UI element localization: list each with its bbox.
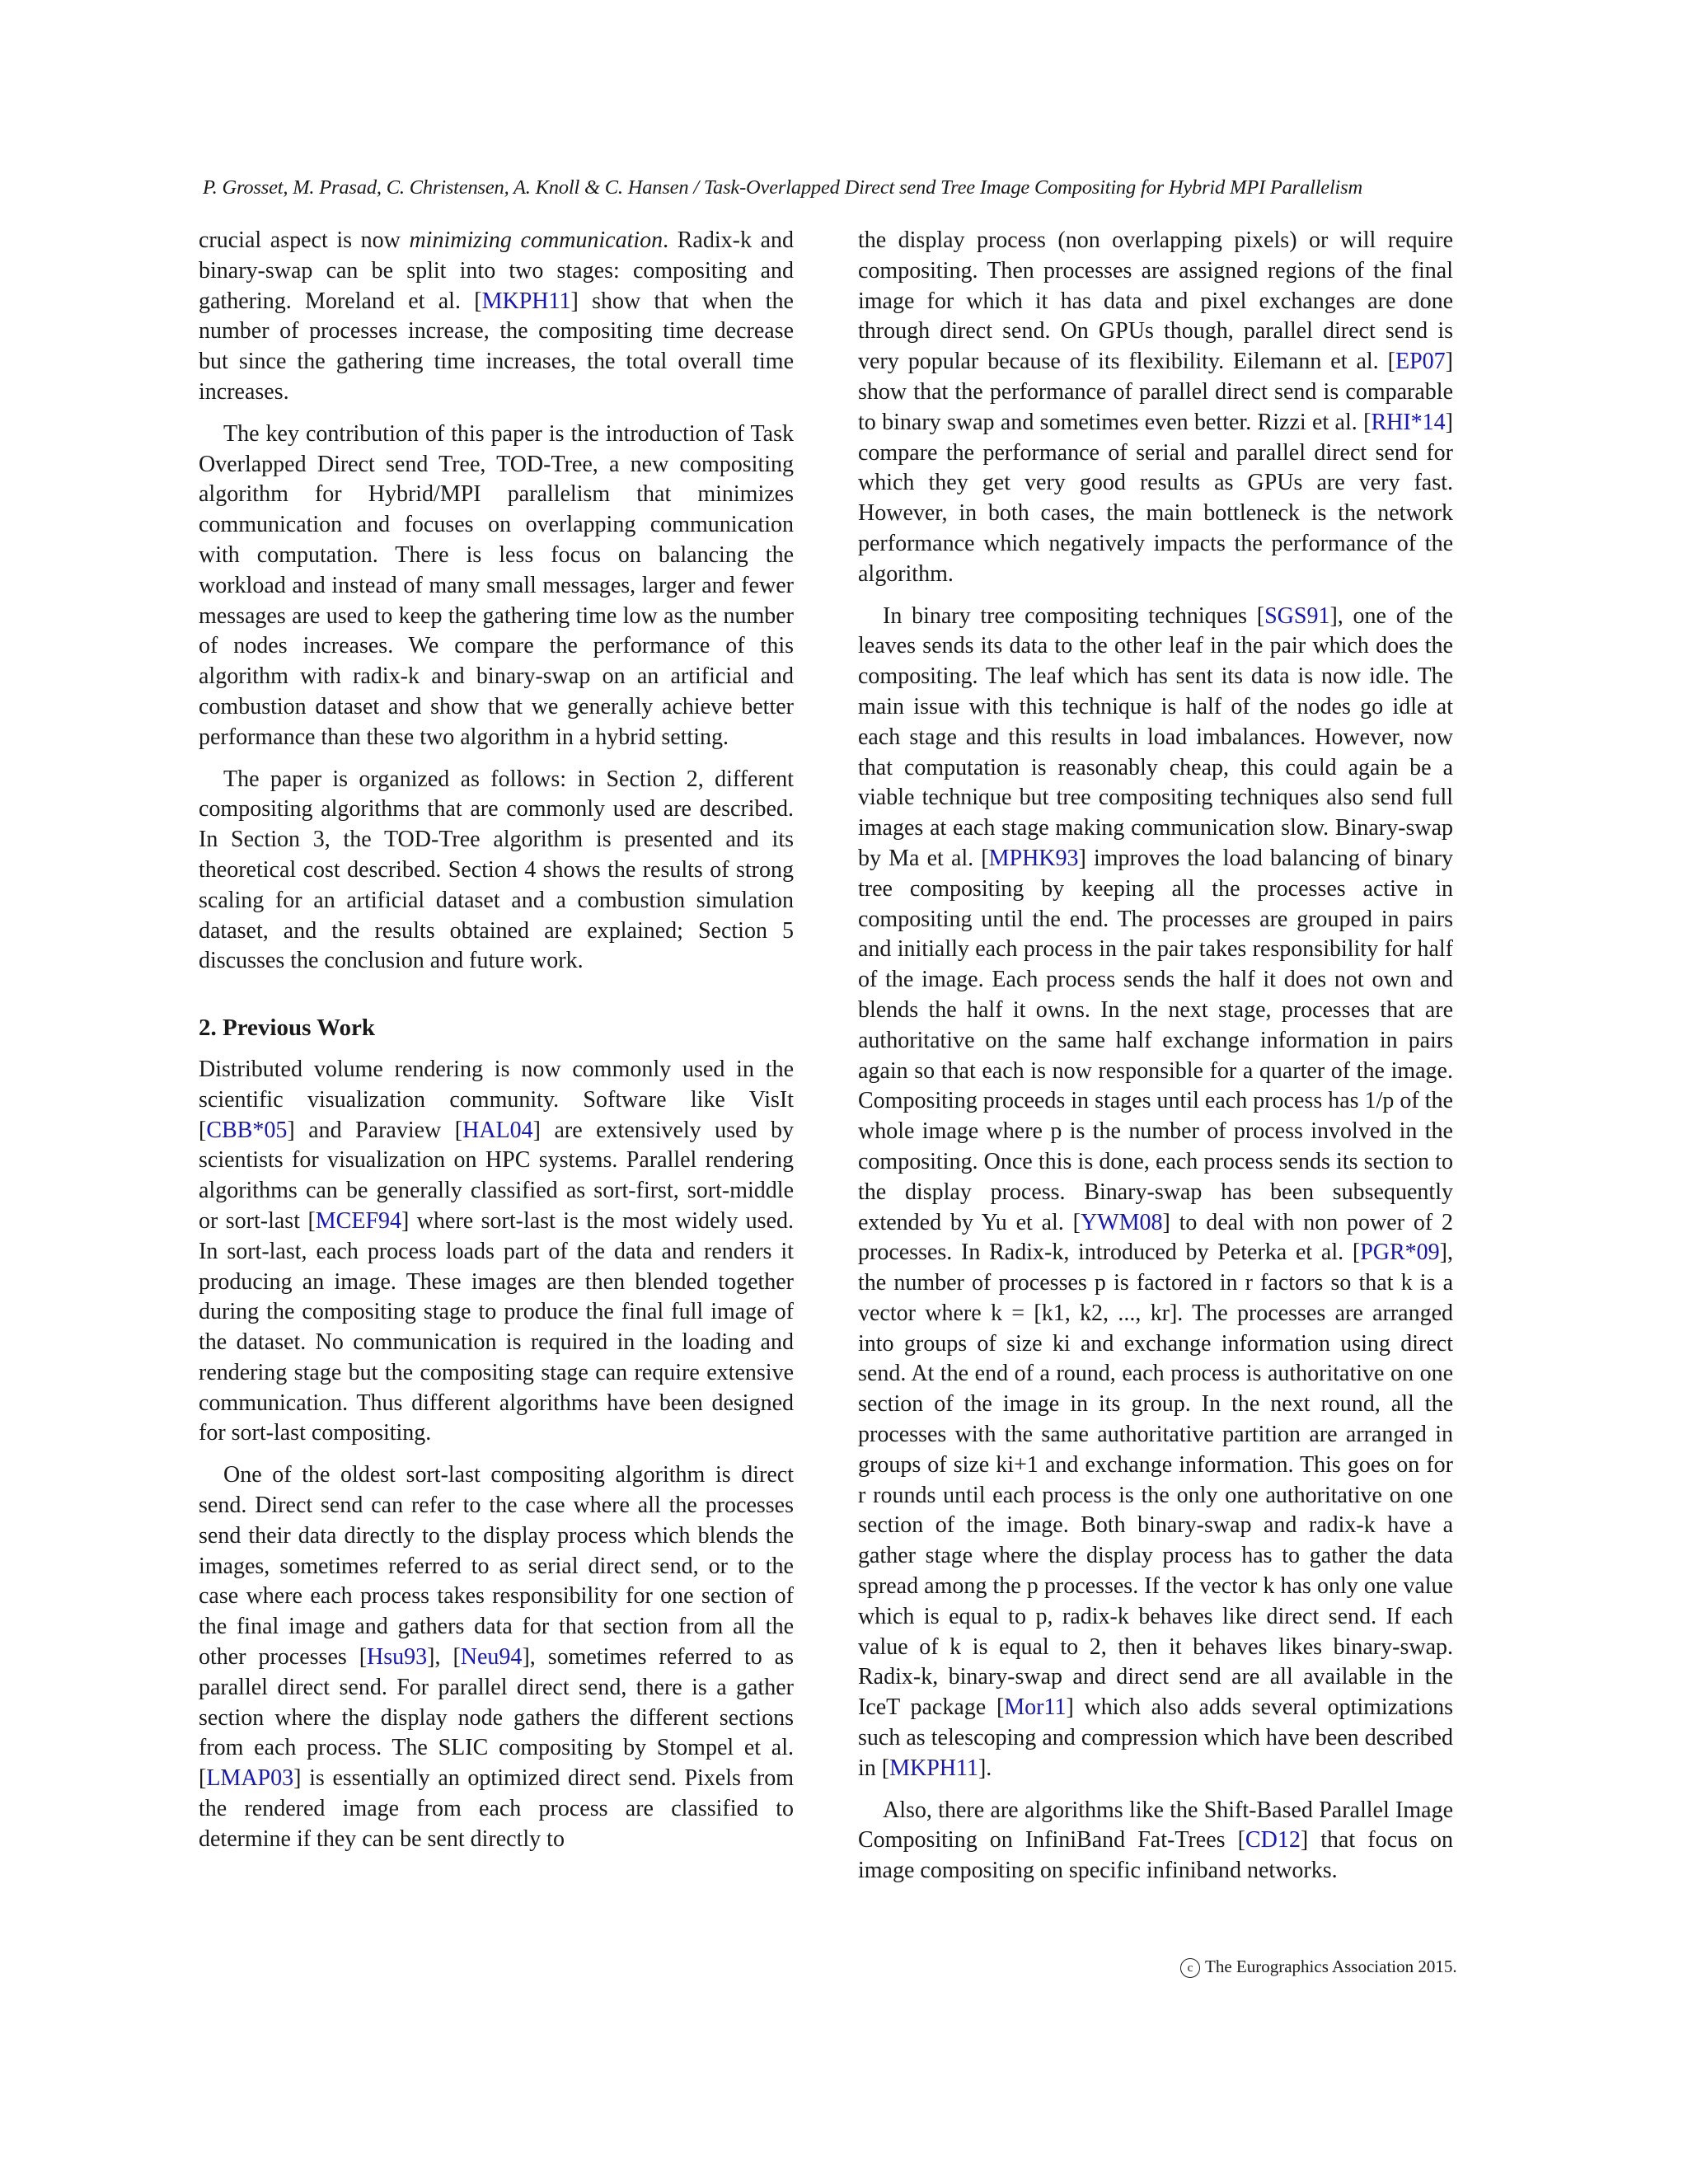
text: ], sometimes referred to as parallel direct send. For parallel direct send, there is a gather section where the display node gathers the different sections from each process. The SLIC compositing by Stompel et al. [ [199, 1644, 794, 1792]
text: . Radix-k and binary-swap can be split into two stages: compositing and gathering. Moreland et al. [ [199, 227, 795, 314]
text: ], the number of processes p is factored in r factors so that k is a vector where k = [k1, k2, ..., kr]. The processes are arranged into groups of size ki and exchange information using direct send. At the end of a round, each process is authoritative on one section of the image in its group. In the next round, all the processes with the same authoritative partition are arranged in groups of size ki+1 and exchange information. This goes on for r rounds until each process is the only one authoritative on one section of the image. Both binary-swap and radix-k have a gather stage where the display process has to gather the data spread among the p processes. If the vector k has only one value which is equal to p, radix-k behaves like direct send. If each value of k is equal to 2, then it behaves likes binary-swap. Radix-k, binary-swap and direct send are all available in the IceT package [ [858, 1240, 1453, 1721]
text: ] is essentially an optimized direct send. Pixels from the rendered image from each process are classified to determine if they can be sent directly to [199, 1765, 794, 1852]
citation-link[interactable]: MCEF94 [315, 1207, 402, 1234]
paragraph: The paper is organized as follows: in Section 2, different compositing algorithms that are commonly used are described. In Section 3, the TOD-Tree algorithm is presented and its theoretical cost described. Section 4 shows the results of strong scaling for an artificial dataset and a combustion simulation dataset, and the results obtained are explained; Section 5 discusses the conclusion and future work. [199, 766, 794, 974]
text: ] where sort-last is the most widely used. In sort-last, each process loads part of the data and renders it producing an image. These images are then blended together during the compositing stage to produce the final full image of the dataset. No communication is required in the loading and rendering stage but the compositing stage can require extensive communication. Thus different algorithms have been designed for sort-last compositing. [199, 1207, 794, 1446]
citation-link[interactable]: Hsu93 [367, 1644, 428, 1671]
text: Distributed volume rendering is now commonly used in the scientific visualization community. Software like VisIt [ [199, 1056, 794, 1143]
citation-link[interactable]: MKPH11 [481, 288, 571, 314]
text: ] show that when the number of processes increase, the compositing time decrease but since the gathering time increases, the total overall time increases. [199, 288, 794, 405]
text: ], one of the leaves sends its data to the other leaf in the pair which does the compositing. The leaf which has sent its data is now idle. The main issue with this technique is half of the nodes go idle at each stage and this results in load imbalances. However, now that computation is reasonably cheap, this could again be a viable technique but tree compositing techniques also send full images at each stage making communication slow. Binary-swap by Ma et al. [ [858, 602, 1453, 871]
paragraph [858, 1796, 1453, 1886]
copyright-footer [1180, 1957, 1457, 1978]
text: ] compare the performance of serial and parallel direct send for which they get very good results as GPUs are very fast. However, in both cases, the main bottleneck is the network performance which negatively impacts the performance of the algorithm. [858, 409, 1453, 587]
citation-link[interactable]: MKPH11 [889, 1755, 978, 1781]
running-header: P. Grosset, M. Prasad, C. Christensen, A. Knoll & C. Hansen / Task-Overlapped Direct send Tree Image Compositing for Hybrid MPI Parallelism [203, 176, 1362, 199]
citation-link[interactable]: PGR*09 [1360, 1240, 1440, 1266]
copyright-icon: c [1180, 1958, 1200, 1978]
text: ] and Paraview [ [287, 1117, 463, 1143]
paragraph [199, 1460, 794, 1854]
copyright-text: The Eurographics Association 2015. [1205, 1957, 1457, 1976]
citation-link[interactable]: SGS91 [1264, 602, 1330, 629]
text: Also, there are algorithms like the Shift-Based Parallel Image Compositing on InfiniBand Fat-Trees [ [858, 1797, 1453, 1854]
paragraph [858, 226, 1453, 590]
citation-link[interactable]: LMAP03 [206, 1765, 294, 1792]
text: ] that focus on image compositing on specific infiniband networks. [858, 1827, 1454, 1884]
left-column [199, 226, 794, 1867]
citation-link[interactable]: CD12 [1245, 1827, 1301, 1854]
text: ] which also adds several optimizations such as telescoping and compression which have been described in [ [858, 1694, 1454, 1781]
citation-link[interactable]: Neu94 [460, 1644, 523, 1671]
text: In binary tree compositing techniques [ [883, 602, 1265, 629]
citation-link[interactable]: CBB*05 [206, 1117, 288, 1143]
text: ] improves the load balancing of binary tree compositing by keeping all the processes active in compositing until the end. The processes are grouped in pairs and initially each process in the pair takes responsibility for half of the image. Each process sends the half it does not own and blends the half it owns. In the next stage, processes that are authoritative on the same half exchange information in pairs again so that each is now responsible for a quarter of the image. Compositing proceeds in stages until each process has 1/p of the whole image where p is the number of process involved in the compositing. Once this is done, each process sends its section to the display process. Binary-swap has been subsequently extended by Yu et al. [ [858, 845, 1453, 1235]
paragraph [199, 226, 794, 408]
citation-link[interactable]: YWM08 [1080, 1209, 1163, 1235]
citation-link[interactable]: RHI*14 [1371, 409, 1446, 435]
paragraph [199, 1055, 794, 1449]
citation-link[interactable]: MPHK93 [988, 845, 1079, 871]
emphasis-text: minimizing communication [409, 227, 663, 253]
citation-link[interactable]: EP07 [1395, 349, 1446, 375]
paragraph: The key contribution of this paper is the introduction of Task Overlapped Direct send Tree, TOD-Tree, a new compositing algorithm for Hybrid/MPI parallelism that minimizes communication and focuses on overlapping communication with computation. There is less focus on balancing the workload and instead of many small messages, larger and fewer messages are used to keep the gathering time low as the number of nodes increases. We compare the performance of this algorithm with radix-k and binary-swap on an artificial and combustion dataset and show that we generally achieve better performance than these two algorithm in a hybrid setting. [199, 420, 794, 750]
text: crucial aspect is now [199, 227, 410, 253]
text: the display process (non overlapping pixels) or will require compositing. Then processes are assigned regions of the final image for which it has data and pixel exchanges are done through direct send. On GPUs though, parallel direct send is very popular because of its flexibility. Eilemann et al. [ [858, 227, 1453, 375]
citation-link[interactable]: Mor11 [1004, 1694, 1067, 1721]
text: ]. [978, 1755, 992, 1781]
text: ] show that the performance of parallel direct send is comparable to binary swap and sometimes even better. Rizzi et al. [ [858, 349, 1453, 435]
text: ], [ [427, 1644, 461, 1671]
citation-link[interactable]: HAL04 [462, 1117, 533, 1143]
text: ] are extensively used by scientists for visualization on HPC systems. Parallel rendering algorithms can be generally classified as sort-first, sort-middle or sort-last [ [199, 1117, 794, 1234]
text: One of the oldest sort-last compositing algorithm is direct send. Direct send can refer to the case where all the processes send their data directly to the display process which blends the images, sometimes referred to as serial direct send, or to the case where each process takes responsibility for one section of the final image and gathers data for that section from all the other processes [ [199, 1462, 794, 1671]
text: ] to deal with non power of 2 processes. In Radix-k, introduced by Peterka et al. [ [858, 1209, 1453, 1266]
paragraph [858, 602, 1453, 1784]
right-column [858, 226, 1453, 1898]
section-heading: 2. Previous Work [199, 1015, 376, 1042]
